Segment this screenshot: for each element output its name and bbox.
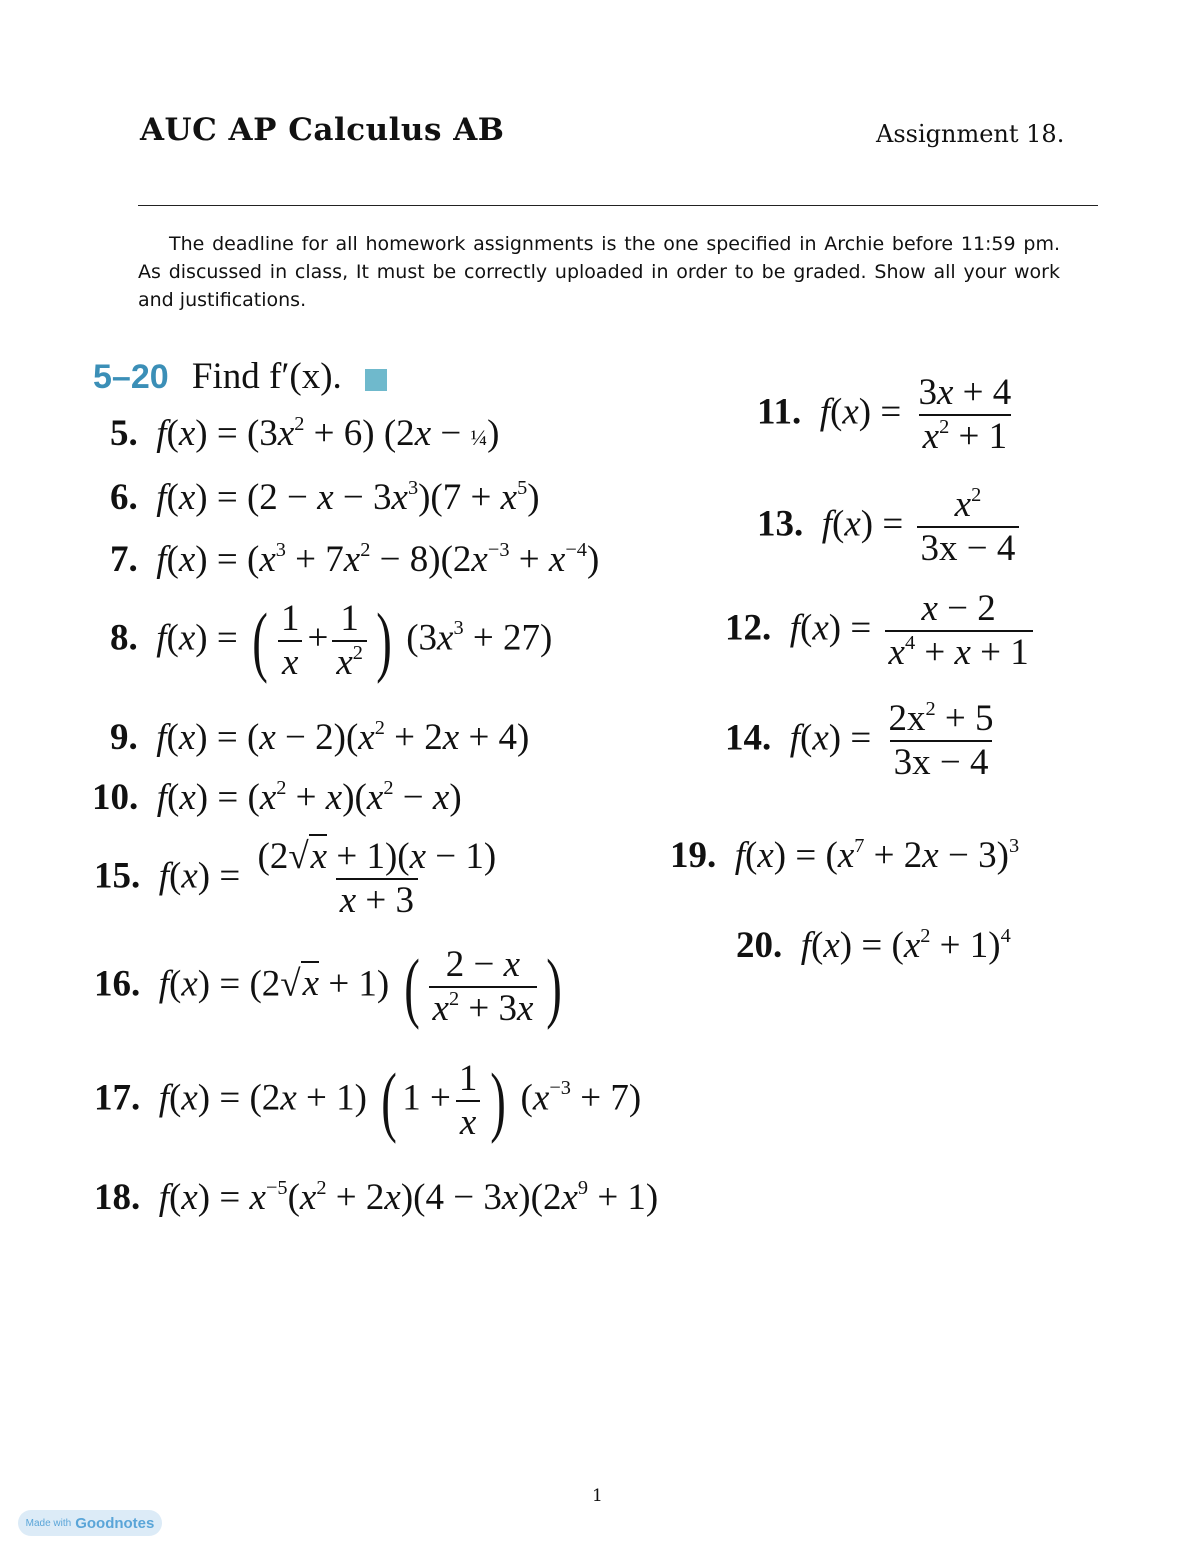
problem-11: 11. f(x) = $\frac{3x + 4}{x^2 + 1}$	[757, 372, 1012, 457]
goodnotes-badge	[18, 1510, 162, 1536]
problem-17: 17. f(x) = (2x + 1) ( 1 + $\frac{1}{x}$ ) $(x^{-3} + 7)$	[94, 1057, 642, 1144]
problem-number: 14.	[725, 717, 772, 759]
problem-6: 6. $f(x) = (2 - x - 3x^3)(7 + x^5)$	[110, 476, 540, 518]
problem-number: 5.	[110, 413, 138, 454]
problem-number: 6.	[110, 477, 138, 518]
problem-number: 17.	[94, 1077, 141, 1119]
square-icon	[365, 369, 387, 391]
intro-paragraph: The deadline for all homework assignments is the one specified in Archie before 11:59 pm. As discussed in class, It must be correctly uploaded in order to be graded. Show all your work and justifications.	[138, 233, 1060, 311]
problem-19: 19. $f(x) = (x^7 + 2x - 3)^3$	[670, 834, 1020, 876]
problem-10: 10. $f(x) = (x^2 + x)(x^2 - x)$	[92, 776, 462, 818]
assignment-label: Assignment 18.	[876, 120, 1065, 148]
problem-number: 12.	[725, 607, 772, 649]
problem-15: 15. f(x) = $\frac{(2√x + 1)(x - 1)}{x + 3}$	[94, 836, 497, 921]
problem-9: 9. $f(x) = (x - 2)(x^2 + 2x + 4)$	[110, 716, 530, 758]
problem-16: 16. f(x) = (2√x + 1) ( $\frac{2 - x}{x^2 + 3x}$ )	[94, 943, 563, 1030]
problem-12: 12. f(x) = $\frac{x - 2}{x^4 + x + 1}$	[725, 588, 1037, 674]
problem-number: 15.	[94, 855, 141, 897]
problem-number: 9.	[110, 717, 138, 758]
problem-5: 5. $f(x) = (3x^2 + 6) (2x$ − ¼)	[110, 412, 500, 454]
section-range: 5–20	[93, 358, 169, 396]
page-number: 1	[592, 1486, 603, 1506]
problem-8: 8. f(x) = ( $\frac{1}{x}$ + $\frac{1}{x^2}$ ) $(3x^3 + 27)$	[110, 597, 553, 684]
problem-number: 19.	[670, 835, 717, 876]
problem-number: 20.	[736, 925, 783, 966]
problem-14: 14. f(x) = $\frac{2x^2 + 5}{3x - 4}$	[725, 697, 994, 783]
problem-number: 13.	[757, 503, 804, 545]
section-instruction: Find f′(x).	[191, 356, 342, 397]
problem-13: 13. f(x) = $\frac{x^2}{3x - 4}$	[757, 484, 1023, 570]
badge-brand: Goodnotes	[75, 1514, 155, 1532]
problem-number: 11.	[757, 391, 802, 433]
problem-number: 7.	[110, 539, 138, 580]
problem-number: 10.	[92, 777, 139, 818]
section-header	[93, 355, 387, 398]
header-rule	[138, 205, 1098, 206]
problem-number: 8.	[110, 617, 138, 659]
document-title: AUC AP Calculus AB	[140, 112, 505, 148]
badge-small-text: Made with	[25, 1517, 72, 1529]
problem-number: 18.	[94, 1177, 141, 1218]
problem-18: 18. $f(x) = x^{-5}(x^2 + 2x)(4 - 3x)(2x^9 + 1)$	[94, 1176, 659, 1218]
problem-number: 16.	[94, 963, 141, 1005]
problem-20: 20. $f(x) = (x^2 + 1)^4$	[736, 924, 1011, 966]
problem-7: 7. $f(x) = (x^3 + 7x^2 - 8)(2x^{-3} + x^{-4})$	[110, 538, 600, 580]
